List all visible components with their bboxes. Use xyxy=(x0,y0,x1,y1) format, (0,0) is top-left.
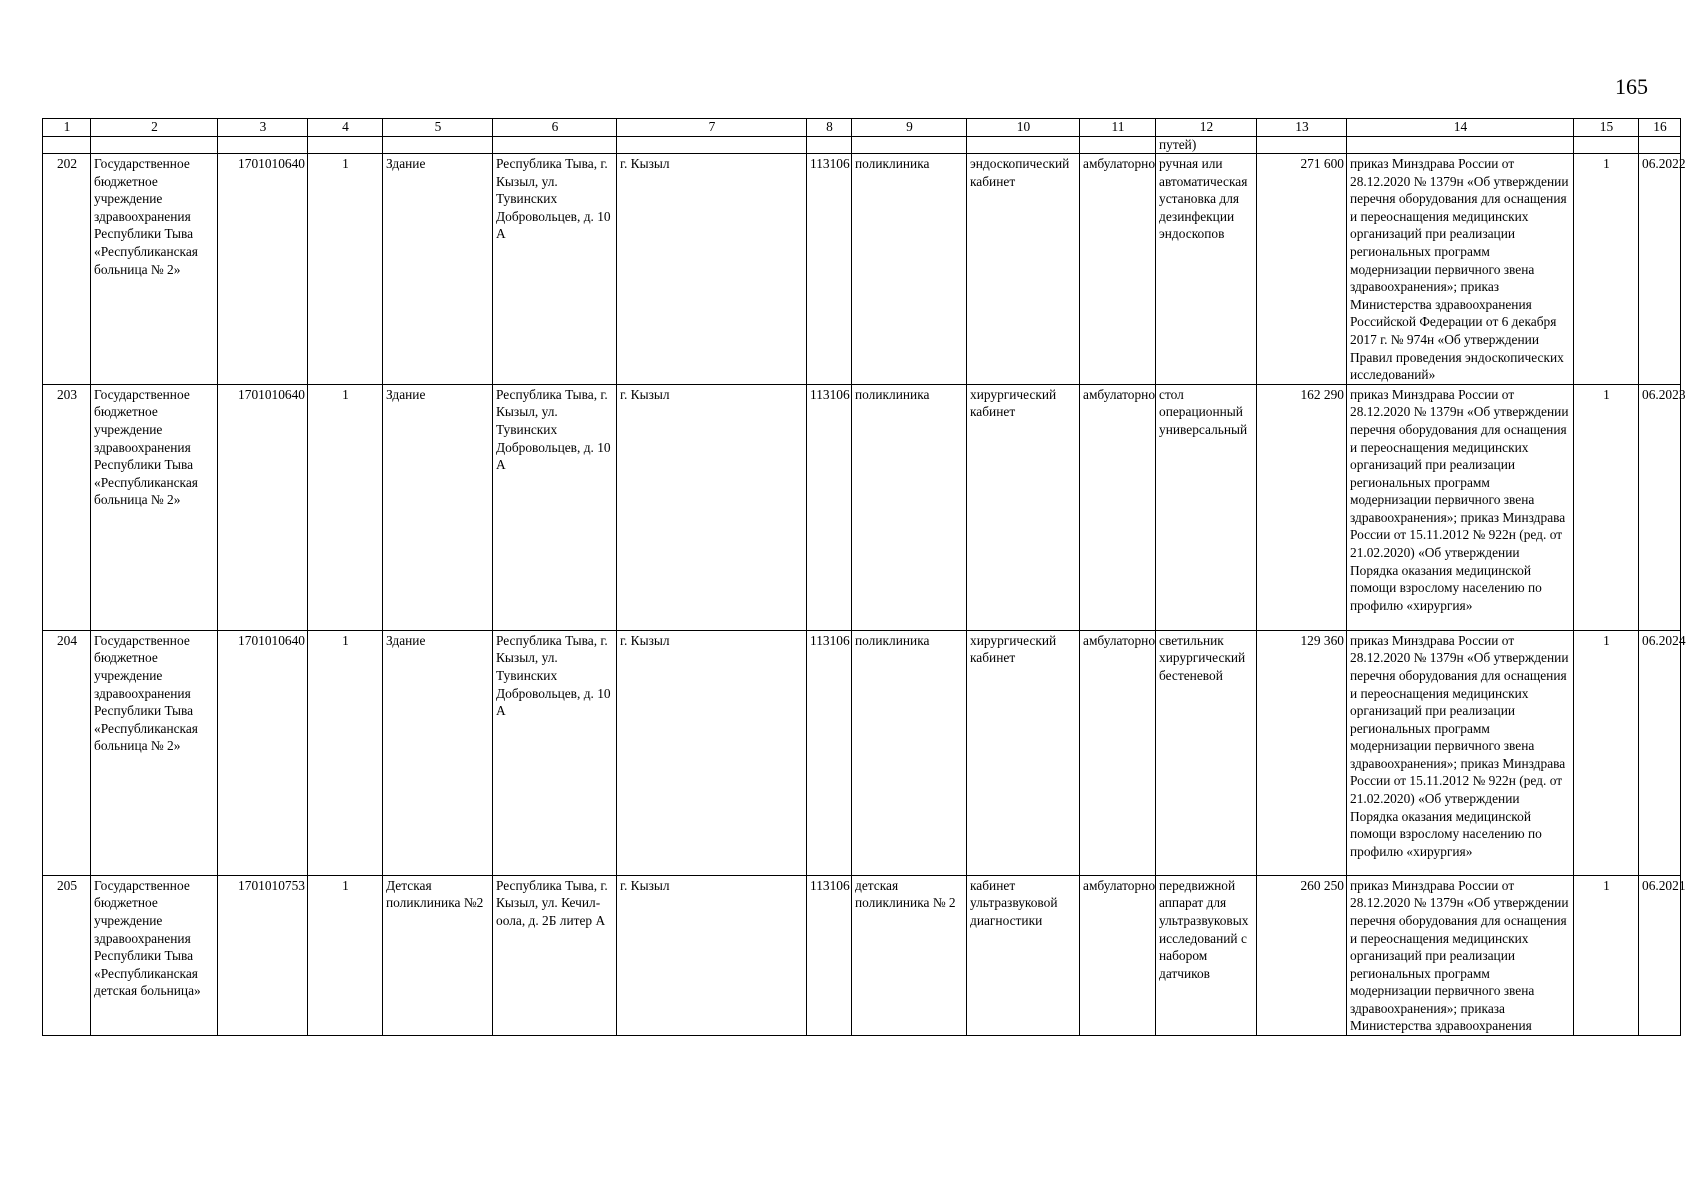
legal-basis-cell: приказ Минздрава России от 28.12.2020 № 1379н «Об утверждении перечня оборудования для оснащения и переоснащения медицинских организаций при реализации региональных программ модернизации первичного звена здравоохранения»; приказа Министерства здравоохранения xyxy=(1347,875,1574,1035)
column-header: 9 xyxy=(852,119,967,137)
city-cell: г. Кызыл xyxy=(617,154,807,385)
empty-cell xyxy=(807,137,852,154)
count-cell: 1 xyxy=(308,384,383,630)
column-header: 13 xyxy=(1257,119,1347,137)
column-header: 1 xyxy=(43,119,91,137)
table-row xyxy=(43,630,1681,875)
column-header: 15 xyxy=(1574,119,1639,137)
count-cell: 1 xyxy=(308,630,383,875)
quantity-cell: 1 xyxy=(1574,630,1639,875)
room-cell: хирургический кабинет xyxy=(967,384,1080,630)
building-cell: Здание xyxy=(383,630,493,875)
column-header: 11 xyxy=(1080,119,1156,137)
empty-cell xyxy=(967,137,1080,154)
address-cell: Республика Тыва, г. Кызыл, ул. Тувинских Добровольцев, д. 10 А xyxy=(493,630,617,875)
legal-basis-cell: приказ Минздрава России от 28.12.2020 № 1379н «Об утверждении перечня оборудования для оснащения и переоснащения медицинских организаций при реализации региональных программ модернизации первичного звена здравоохранения»; приказ Минздрава России от 15.11.2012 № 922н (ред. от 21.02.2020) «Об утверждении Порядка оказания медицинской помощи взрослому населению по профилю «хирургия» xyxy=(1347,630,1574,875)
okved-cell: 113106 xyxy=(807,384,852,630)
empty-cell xyxy=(218,137,308,154)
organization-cell: Государственное бюджетное учреждение здравоохранения Республики Тыва «Республиканская больница № 2» xyxy=(91,154,218,385)
column-header: 7 xyxy=(617,119,807,137)
empty-cell xyxy=(43,137,91,154)
okved-cell: 113106 xyxy=(807,630,852,875)
empty-cell xyxy=(493,137,617,154)
column-number-row xyxy=(43,119,1681,137)
empty-cell xyxy=(383,137,493,154)
organization-cell: Государственное бюджетное учреждение здравоохранения Республики Тыва «Республиканская больница № 2» xyxy=(91,384,218,630)
column-header: 14 xyxy=(1347,119,1574,137)
column-header: 16 xyxy=(1639,119,1681,137)
column-header: 12 xyxy=(1156,119,1257,137)
legal-basis-cell: приказ Минздрава России от 28.12.2020 № 1379н «Об утверждении перечня оборудования для оснащения и переоснащения медицинских организаций при реализации региональных программ модернизации первичного звена здравоохранения»; приказ Минздрава России от 15.11.2012 № 922н (ред. от 21.02.2020) «Об утверждении Порядка оказания медицинской помощи взрослому населению по профилю «хирургия» xyxy=(1347,384,1574,630)
care-mode-cell: амбулаторно xyxy=(1080,154,1156,385)
care-mode-cell: амбулаторно xyxy=(1080,384,1156,630)
row-number: 202 xyxy=(43,154,91,385)
address-cell: Республика Тыва, г. Кызыл, ул. Кечил-оола, д. 2Б литер А xyxy=(493,875,617,1035)
code-cell: 1701010640 xyxy=(218,154,308,385)
quantity-cell: 1 xyxy=(1574,875,1639,1035)
room-cell: кабинет ультразвуковой диагностики xyxy=(967,875,1080,1035)
okved-cell: 113106 xyxy=(807,875,852,1035)
empty-cell xyxy=(1347,137,1574,154)
unit-cell: поликлиника xyxy=(852,154,967,385)
building-cell: Здание xyxy=(383,154,493,385)
city-cell: г. Кызыл xyxy=(617,384,807,630)
room-cell: хирургический кабинет xyxy=(967,630,1080,875)
equipment-cell: светильник хирургический бестеневой xyxy=(1156,630,1257,875)
quantity-cell: 1 xyxy=(1574,384,1639,630)
table-row xyxy=(43,154,1681,385)
column-header: 10 xyxy=(967,119,1080,137)
code-cell: 1701010640 xyxy=(218,384,308,630)
address-cell: Республика Тыва, г. Кызыл, ул. Тувинских Добровольцев, д. 10 А xyxy=(493,384,617,630)
equipment-cell: передвижной аппарат для ультразвуковых исследований с набором датчиков xyxy=(1156,875,1257,1035)
date-cell: 06.2022 xyxy=(1639,154,1681,385)
column-header: 3 xyxy=(218,119,308,137)
okved-cell: 113106 xyxy=(807,154,852,385)
quantity-cell: 1 xyxy=(1574,154,1639,385)
empty-cell xyxy=(617,137,807,154)
empty-cell xyxy=(308,137,383,154)
count-cell: 1 xyxy=(308,154,383,385)
unit-cell: поликлиника xyxy=(852,630,967,875)
care-mode-cell: амбулаторно xyxy=(1080,630,1156,875)
city-cell: г. Кызыл xyxy=(617,630,807,875)
equipment-cell: ручная или автоматическая установка для дезинфекции эндоскопов xyxy=(1156,154,1257,385)
care-mode-cell: амбулаторно xyxy=(1080,875,1156,1035)
empty-cell xyxy=(91,137,218,154)
organization-cell: Государственное бюджетное учреждение здравоохранения Республики Тыва «Республиканская детская больница» xyxy=(91,875,218,1035)
cost-cell: 129 360 xyxy=(1257,630,1347,875)
room-cell: эндоскопический кабинет xyxy=(967,154,1080,385)
unit-cell: поликлиника xyxy=(852,384,967,630)
date-cell: 06.2024 xyxy=(1639,630,1681,875)
legal-basis-cell: приказ Минздрава России от 28.12.2020 № 1379н «Об утверждении перечня оборудования для оснащения и переоснащения медицинских организаций при реализации региональных программ модернизации первичного звена здравоохранения»; приказ Министерства здравоохранения Российской Федерации от 6 декабря 2017 г. № 974н «Об утверждении Правил проведения эндоскопических исследований» xyxy=(1347,154,1574,385)
row-number: 205 xyxy=(43,875,91,1035)
column-header: 2 xyxy=(91,119,218,137)
column-header: 6 xyxy=(493,119,617,137)
code-cell: 1701010753 xyxy=(218,875,308,1035)
equipment-registry-table xyxy=(42,118,1686,1036)
date-cell: 06.2023 xyxy=(1639,384,1681,630)
continuation-row xyxy=(43,137,1681,154)
page-number: 165 xyxy=(1615,74,1648,99)
column-header: 4 xyxy=(308,119,383,137)
empty-cell xyxy=(1574,137,1639,154)
row-number: 204 xyxy=(43,630,91,875)
empty-cell xyxy=(1080,137,1156,154)
code-cell: 1701010640 xyxy=(218,630,308,875)
empty-cell xyxy=(1257,137,1347,154)
city-cell: г. Кызыл xyxy=(617,875,807,1035)
column-header: 5 xyxy=(383,119,493,137)
cost-cell: 271 600 xyxy=(1257,154,1347,385)
table-row xyxy=(43,384,1681,630)
cost-cell: 260 250 xyxy=(1257,875,1347,1035)
address-cell: Республика Тыва, г. Кызыл, ул. Тувинских Добровольцев, д. 10 А xyxy=(493,154,617,385)
empty-cell xyxy=(1639,137,1681,154)
cost-cell: 162 290 xyxy=(1257,384,1347,630)
date-cell: 06.2021 xyxy=(1639,875,1681,1035)
building-cell: Здание xyxy=(383,384,493,630)
organization-cell: Государственное бюджетное учреждение здравоохранения Республики Тыва «Республиканская больница № 2» xyxy=(91,630,218,875)
empty-cell xyxy=(852,137,967,154)
unit-cell: детская поликлиника № 2 xyxy=(852,875,967,1035)
column-header: 8 xyxy=(807,119,852,137)
count-cell: 1 xyxy=(308,875,383,1035)
building-cell: Детская поликлиника №2 xyxy=(383,875,493,1035)
continuation-cell: путей) xyxy=(1156,137,1257,154)
table-row xyxy=(43,875,1681,1035)
equipment-cell: стол операционный универсальный xyxy=(1156,384,1257,630)
row-number: 203 xyxy=(43,384,91,630)
